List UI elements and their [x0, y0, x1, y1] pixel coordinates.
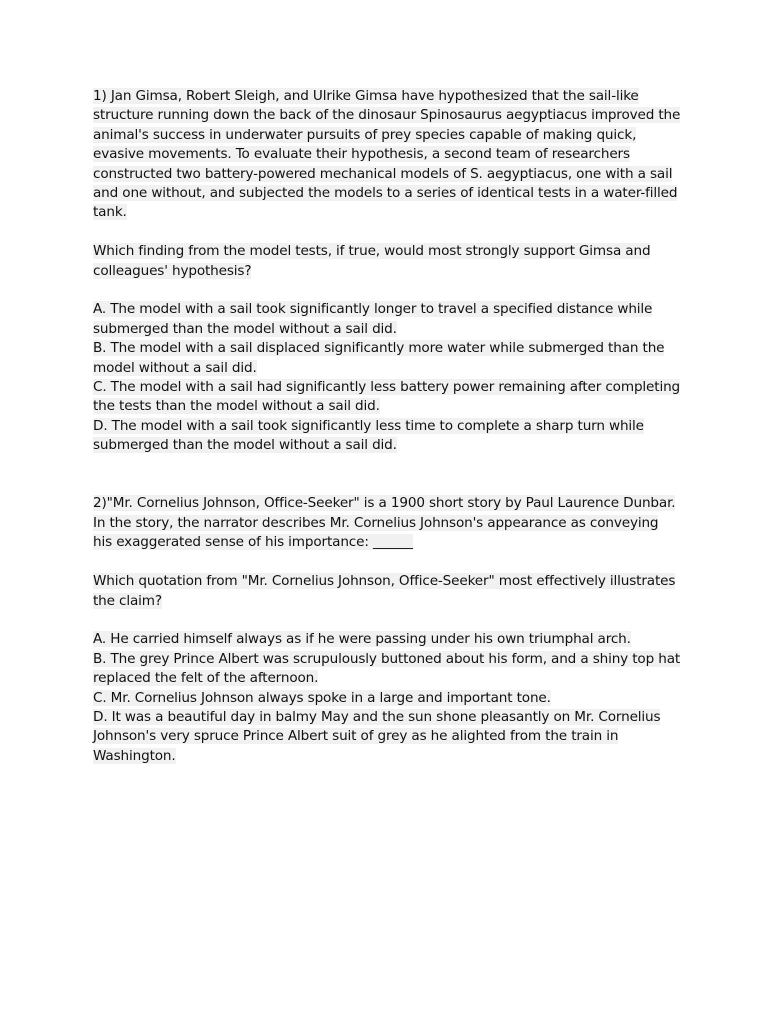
option-text: B. The model with a sail displaced significantly more water while submerged than the model without a sail did. [93, 340, 665, 376]
question-1-option-b [93, 339, 681, 378]
question-1-option-d [93, 417, 681, 456]
question-2-stem-text: 2)"Mr. Cornelius Johnson, Office-Seeker" is a 1900 short story by Paul Laurence Dunbar. In the story, the narrator describes Mr. Cornelius Johnson's appearance as conveying his exaggerated sense of his importance: ______ [93, 495, 676, 551]
question-2-option-b [93, 650, 681, 689]
option-text: D. It was a beautiful day in balmy May and the sun shone pleasantly on Mr. Cornelius Johnson's very spruce Prince Albert suit of grey as he alighted from the train in Washington. [93, 708, 661, 764]
question-2-prompt-text: Which quotation from "Mr. Cornelius Johnson, Office-Seeker" most effectively illustrates the claim? [93, 573, 676, 609]
option-text: A. He carried himself always as if he were passing under his own triumphal arch. [93, 631, 631, 648]
question-2-option-d [93, 708, 681, 766]
question-2-stem [93, 494, 681, 552]
option-text: B. The grey Prince Albert was scrupulously buttoned about his form, and a shiny top hat replaced the felt of the afternoon. [93, 650, 681, 687]
question-1 [93, 87, 681, 456]
question-2-prompt [93, 572, 681, 611]
question-1-option-a [93, 300, 681, 339]
question-2 [93, 494, 681, 766]
document-page [93, 87, 681, 766]
question-1-stem [93, 87, 681, 223]
question-1-option-c [93, 378, 681, 417]
question-1-stem-text: 1) Jan Gimsa, Robert Sleigh, and Ulrike Gimsa have hypothesized that the sail-like structure running down the back of the dinosaur Spinosaurus aegyptiacus improved the animal's success in underwater pursuits of prey species capable of making quick, evasive movements. To evaluate their hypothesis, a second team of researchers constructed two battery-powered mechanical models of S. aegyptiacus, one with a sail and one without, and subjected the models to a series of identical tests in a water-filled tank. [93, 88, 681, 221]
option-text: C. The model with a sail had significantly less battery power remaining after completing the tests than the model without a sail did. [93, 379, 681, 415]
question-1-prompt [93, 242, 681, 281]
question-1-prompt-text: Which finding from the model tests, if true, would most strongly support Gimsa and colleagues' hypothesis? [93, 243, 651, 279]
question-2-option-a [93, 630, 681, 649]
option-text: D. The model with a sail took significantly less time to complete a sharp turn while submerged than the model without a sail did. [93, 417, 644, 454]
option-text: A. The model with a sail took significantly longer to travel a specified distance while submerged than the model without a sail did. [93, 301, 653, 337]
question-2-option-c [93, 689, 681, 708]
option-text: C. Mr. Cornelius Johnson always spoke in a large and important tone. [93, 689, 551, 706]
